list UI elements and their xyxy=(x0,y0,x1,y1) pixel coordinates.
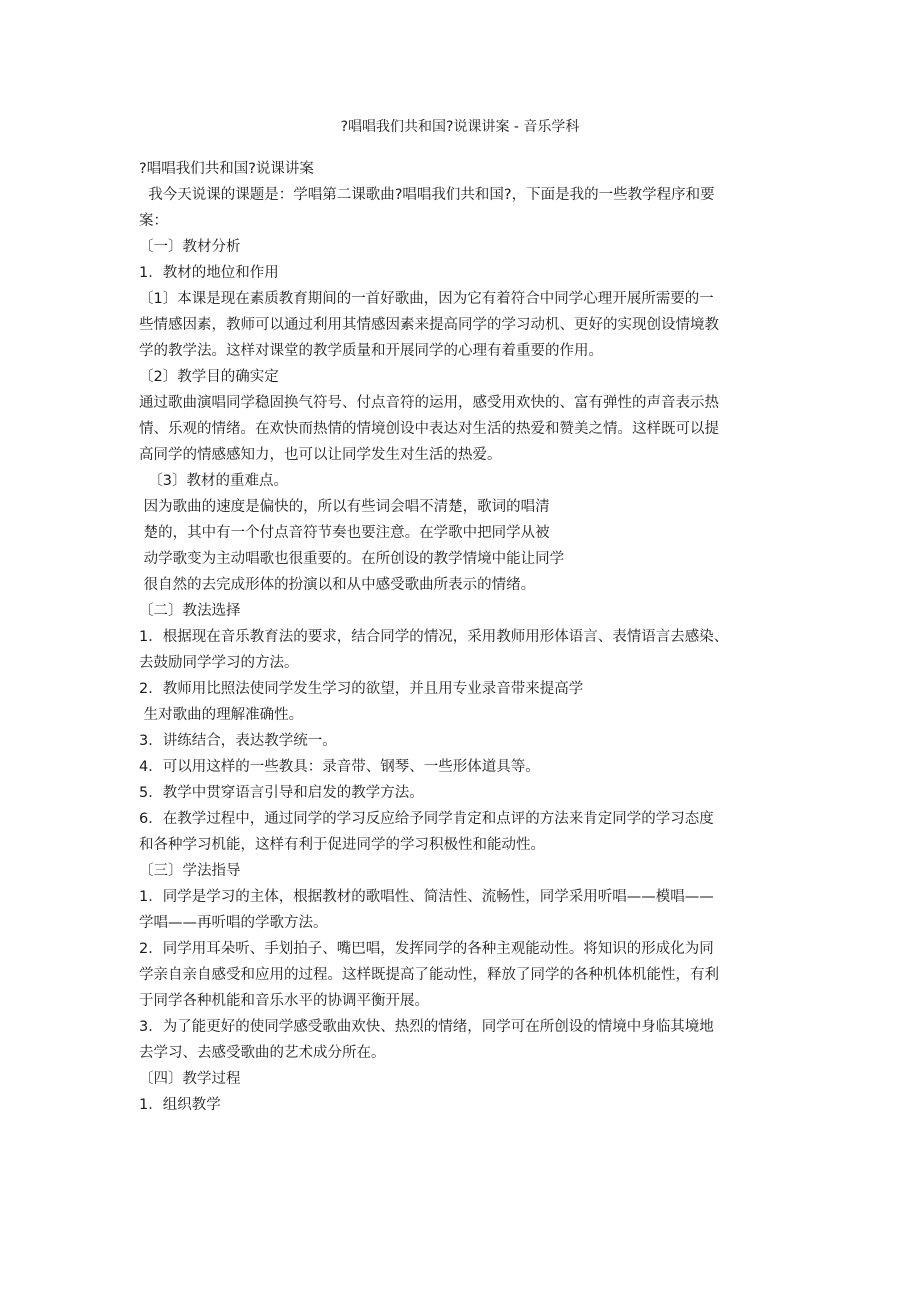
section-heading: 〔三〕学法指导 xyxy=(139,863,241,879)
paragraph-line: 于同学各种机能和音乐水平的协调平衡开展。 xyxy=(139,993,429,1009)
paragraph-line: 1．组织教学 xyxy=(139,1097,221,1113)
paragraph-line: 〔2〕教学目的确实定 xyxy=(139,369,279,385)
paragraph-line: 很自然的去完成形体的扮演以和从中感受歌曲所表示的情绪。 xyxy=(139,577,536,593)
paragraph-line: 情、乐观的情绪。在欢快而热情的情境创设中表达对生活的热爱和赞美之情。这样既可以提 xyxy=(139,421,719,437)
paragraph-line: 我今天说课的课题是：学唱第二课歌曲?唱唱我们共和国?，下面是我的一些教学程序和要 xyxy=(139,187,715,203)
paragraph-line: 1．根据现在音乐教育法的要求，结合同学的情况，采用教师用形体语言、表情语言去感染、 xyxy=(139,629,729,645)
section-heading: 〔四〕教学过程 xyxy=(139,1071,241,1087)
section-heading: 〔一〕教材分析 xyxy=(139,239,241,255)
paragraph-line: 4．可以用这样的一些教具：录音带、钢琴、一些形体道具等。 xyxy=(139,759,540,775)
paragraph-line: 3．讲练结合，表达教学统一。 xyxy=(139,733,337,749)
paragraph-line: 1．同学是学习的主体，根据教材的歌唱性、简洁性、流畅性，同学采用听唱——模唱—— xyxy=(139,889,714,905)
paragraph-line: 学亲自亲自感受和应用的过程。这样既提高了能动性，释放了同学的各种机体机能性，有利 xyxy=(139,967,719,983)
paragraph-line: 去学习、去感受歌曲的艺术成分所在。 xyxy=(139,1045,386,1061)
paragraph-line: 楚的，其中有一个付点音符节奏也要注意。在学歌中把同学从被 xyxy=(139,525,550,541)
paragraph-line: 1．教材的地位和作用 xyxy=(139,265,279,281)
paragraph-line: 些情感因素，教师可以通过利用其情感因素来提高同学的学习动机、更好的实现创设情境教 xyxy=(139,317,719,333)
paragraph-line: 〔3〕教材的重难点。 xyxy=(139,473,288,489)
paragraph-line: 去鼓励同学学习的方法。 xyxy=(139,655,299,671)
paragraph-line: 〔1〕本课是现在素质教育期间的一首好歌曲，因为它有着符合中同学心理开展所需要的一 xyxy=(139,291,714,307)
paragraph-line: 3．为了能更好的使同学感受歌曲欢快、热烈的情绪，同学可在所创设的情境中身临其境地 xyxy=(139,1019,714,1035)
paragraph-line: 和各种学习机能，这样有利于促进同学的学习积极性和能动性。 xyxy=(139,837,545,853)
paragraph-line: 5．教学中贯穿语言引导和启发的教学方法。 xyxy=(139,785,424,801)
paragraph-line: 因为歌曲的速度是偏快的，所以有些词会唱不清楚，歌词的唱清 xyxy=(139,499,550,515)
paragraph-line: 动学歌变为主动唱歌也很重要的。在所创设的教学情境中能让同学 xyxy=(139,551,565,567)
paragraph-line: 2．教师用比照法使同学发生学习的欲望，并且用专业录音带来提高学 xyxy=(139,681,584,697)
paragraph-line: 学的教学法。这样对课堂的教学质量和开展同学的心理有着重要的作用。 xyxy=(139,343,603,359)
paragraph-line: 学唱——再听唱的学歌方法。 xyxy=(139,915,328,931)
document-body xyxy=(139,156,799,1118)
paragraph-line: ?唱唱我们共和国?说课讲案 xyxy=(139,161,314,177)
paragraph-line: 2．同学用耳朵听、手划拍子、嘴巴唱，发挥同学的各种主观能动性。将知识的形成化为同 xyxy=(139,941,714,957)
paragraph-line: 通过歌曲演唱同学稳固换气符号、付点音符的运用，感受用欢快的、富有弹性的声音表示热 xyxy=(139,395,719,411)
paragraph-line: 6．在教学过程中，通过同学的学习反应给予同学肯定和点评的方法来肯定同学的学习态度 xyxy=(139,811,714,827)
paragraph-line: 高同学的情感感知力，也可以让同学发生对生活的热爱。 xyxy=(139,447,502,463)
paragraph-line: 生对歌曲的理解准确性。 xyxy=(139,707,304,723)
section-heading: 〔二〕教法选择 xyxy=(139,603,241,619)
document-title: ?唱唱我们共和国?说课讲案 - 音乐学科 xyxy=(340,119,580,135)
paragraph-line: 案： xyxy=(139,213,168,229)
